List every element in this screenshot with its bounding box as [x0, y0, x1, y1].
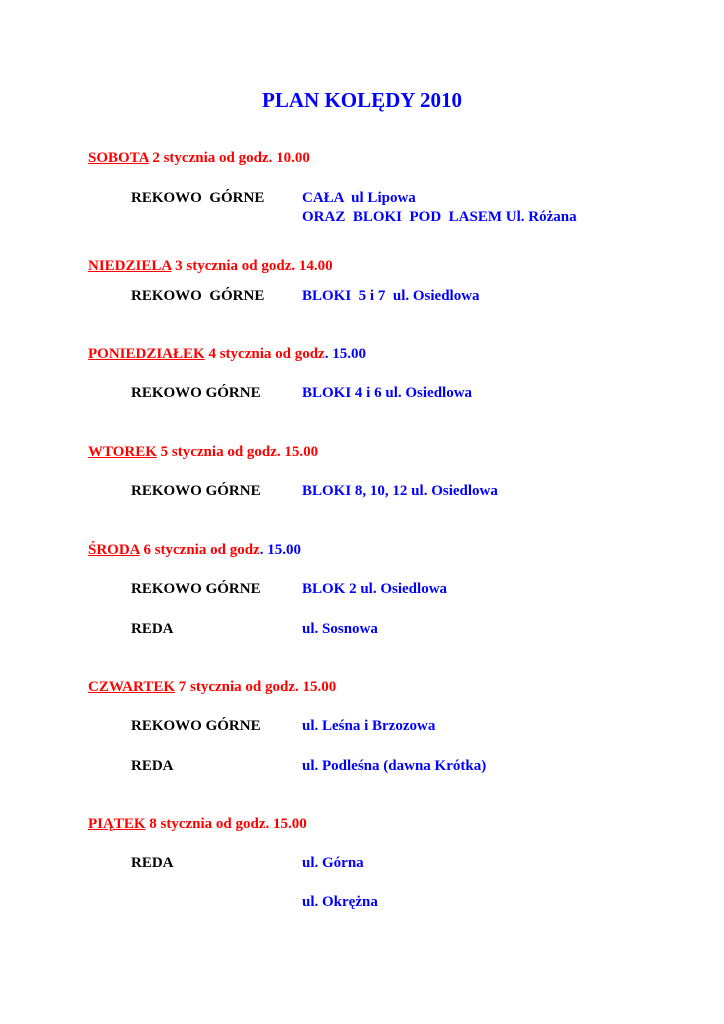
day-heading-sroda [88, 541, 301, 559]
day-date-tail: . 15.00 [259, 542, 301, 558]
day-date: 8 stycznia od godz. 15.00 [145, 816, 307, 832]
day-date: 7 stycznia od godz. 15.00 [175, 679, 337, 695]
street-text: ORAZ BLOKI POD LASEM Ul. Różana [302, 209, 577, 225]
day-date: 5 stycznia od godz. 15.00 [156, 444, 319, 460]
street-text: BLOKI 4 i 6 ul. Osiedlowa [302, 385, 473, 401]
day-heading-niedziela [88, 257, 333, 275]
street-text: BLOKI 5 i 7 ul. Osiedlowa [302, 288, 480, 304]
day-name: NIEDZIELA [88, 258, 172, 274]
street-text: BLOK 2 ul. Osiedlowa [302, 581, 448, 597]
place-label: REKOWO GÓRNE [131, 385, 261, 401]
street-text: ul. Górna [302, 855, 364, 871]
place-label: REDA [131, 855, 174, 871]
day-heading-czwartek [88, 678, 336, 696]
day-heading-sobota [88, 149, 310, 167]
street-text: CAŁA ul Lipowa [302, 190, 416, 206]
place-label: REKOWO GÓRNE [131, 288, 265, 304]
day-date: 4 stycznia od godz [204, 346, 325, 362]
place-label: REKOWO GÓRNE [131, 190, 265, 206]
day-heading-poniedzialek [88, 345, 366, 363]
day-heading-wtorek [88, 443, 318, 461]
street-text: ul. Podleśna (dawna Krótka) [302, 758, 487, 774]
place-label: REKOWO GÓRNE [131, 483, 261, 499]
place-label: REDA [131, 758, 174, 774]
day-name: CZWARTEK [88, 679, 175, 695]
place-label: REDA [131, 621, 174, 637]
place-label: REKOWO GÓRNE [131, 581, 261, 597]
place-label: REKOWO GÓRNE [131, 718, 261, 734]
day-date: 2 stycznia od godz. 10.00 [148, 150, 310, 166]
day-heading-piatek [88, 815, 307, 833]
day-date: 3 stycznia od godz. 14.00 [171, 258, 333, 274]
day-name: PONIEDZIAŁEK [88, 346, 205, 362]
street-text: ul. Leśna i Brzozowa [302, 718, 436, 734]
day-name: SOBOTA [88, 150, 149, 166]
street-text: BLOKI 8, 10, 12 ul. Osiedlowa [302, 483, 498, 499]
day-name: WTOREK [88, 444, 157, 460]
day-date: 6 stycznia od godz [139, 542, 260, 558]
page-title: PLAN KOLĘDY 2010 [262, 88, 462, 112]
day-name: ŚRODA [88, 542, 140, 558]
street-text: ul. Okrężna [302, 894, 378, 910]
street-text: ul. Sosnowa [302, 621, 378, 637]
day-name: PIĄTEK [88, 816, 146, 832]
day-date-tail: . 15.00 [324, 346, 366, 362]
